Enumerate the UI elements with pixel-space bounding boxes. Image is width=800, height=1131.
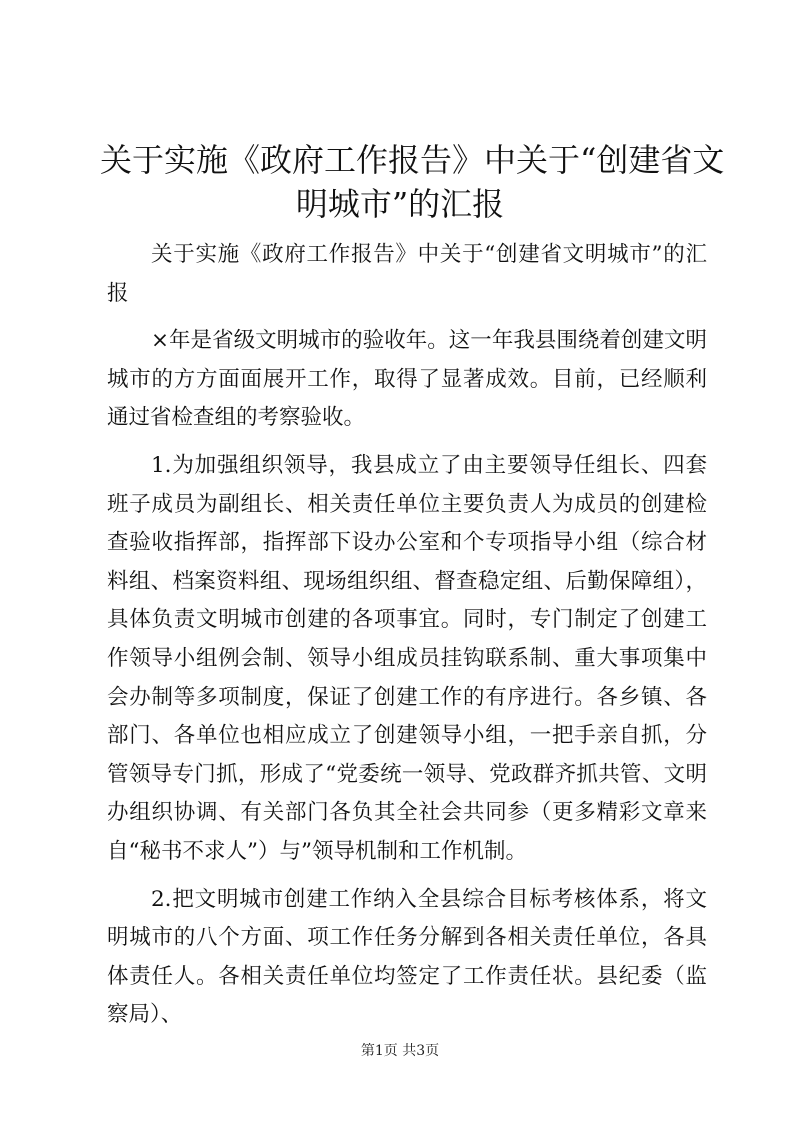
document-body [107,236,707,1035]
page-footer: 第1页 共3页 [360,1043,440,1059]
paragraph-intro: ×年是省级文明城市的验收年。这一年我县围绕着创建文明城市的方方面面展开工作，取得了显著成效。目前，已经顺利通过省检查组的考察验收。 [107,328,707,431]
document-title [100,138,725,226]
title-line-1: 关于实施《政府工作报告》中关于“创建省文 [100,141,725,179]
paragraph-item-2: 2.把文明城市创建工作纳入全县综合目标考核体系，将文明城市的八个方面、项工作任务分解到各相关责任单位，各具体责任人。各相关责任单位均签定了工作责任状。县纪委（监察局）、 [107,886,707,1028]
paragraph-item-1: 1.为加强组织领导，我县成立了由主要领导任组长、四套班子成员为副组长、相关责任单位主要负责人为成员的创建检查验收指挥部，指挥部下设办公室和个专项指导小组（综合材料组、档案资料组、现场组织组、督查稳定组、后勤保障组），具体负责文明城市创建的各项事宜。同时，专门制定了创建工作领导小组例会制、领导小组成员挂钩联系制、重大事项集中会办制等多项制度，保证了创建工作的有序进行。各乡镇、各部门、各单位也相应成立了创建领导小组，一把手亲自抓，分管领导专门抓，形成了“党委统一领导、党政群齐抓共管、文明办组织协调、有关部门各负其全社会共同参（更多精彩文章来自“秘书不求人”）与”领导机制和工作机制。 [107,452,707,864]
paragraph-subtitle: 关于实施《政府工作报告》中关于“创建省文明城市”的汇报 [107,242,707,306]
title-line-2: 明城市”的汇报 [295,185,505,223]
